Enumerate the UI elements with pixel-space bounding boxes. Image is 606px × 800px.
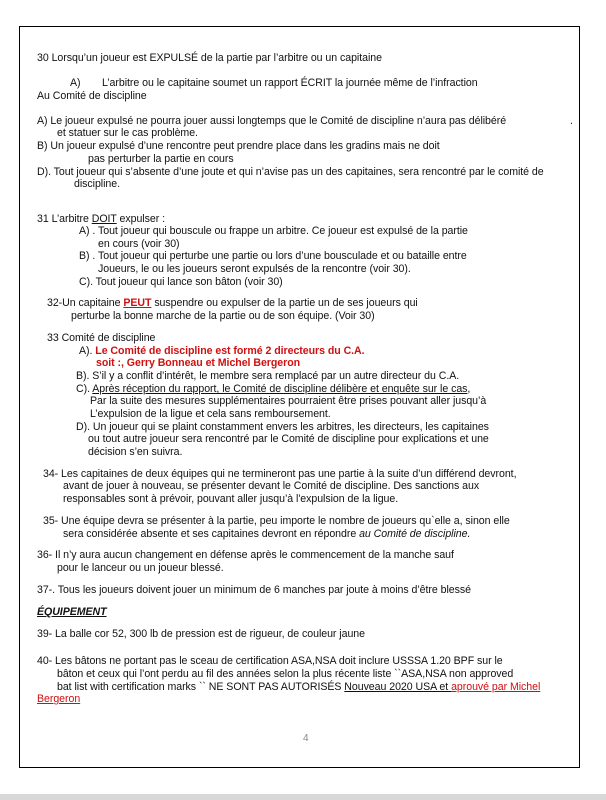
article-33-A-marker: A). [79,345,96,357]
article-40-line3-pre: bat list with certification marks `` NE SONT PAS AUTORISÉS [57,681,345,693]
article-30-A-line1: A) Le joueur expulsé ne pourra jouer aussi longtemps que le Comité de discipline n’aura pas délibéré [37,115,507,127]
article-31-doit: DOIT [91,213,117,225]
article-39: 39- La balle cor 52, 300 lb de pression est de rigueur, de couleur jaune [37,628,365,640]
article-35-line2-pre: sera considérée absente et ses capitaines devront en répondre [63,528,360,540]
article-30-a-marker: A) [70,77,81,89]
article-30-D-line2: discipline. [74,178,120,190]
page-number: 4 [303,733,309,744]
article-33-C-line1 [76,383,470,395]
article-31-title [37,213,165,225]
article-32-post: suspendre ou expulser de la partie un de ses joueurs qui [151,297,418,309]
article-40-line1: 40- Les bâtons ne portant pas le sceau de certification ASA,NSA doit inclure USSSA 1.20 BPF sur le [37,655,503,667]
article-30-a-text: L’arbitre ou le capitaine soumet un rapport ÉCRIT la journée même de l’infraction [102,77,478,89]
article-32-peut: PEUT [123,297,152,309]
article-33-C-marker: C). [76,383,93,395]
article-36-line2: pour le lanceur ou un joueur blessé. [57,562,224,574]
article-30-D-line1: D). Tout joueur qui s’absente d’une joute et qui n’avise pas un des capitaines, sera rencontré par le comité de [37,166,544,178]
article-31-pre: 31 L’arbitre [37,213,92,225]
article-30-A-dot: . [570,115,573,127]
article-40-line3-red: aprouvé par Michel [451,681,541,693]
article-31-post: expulser : [116,213,165,225]
article-40-line3-underlined: Nouveau 2020 USA et [344,681,452,693]
article-33-C-underlined: Après réception du rapport, le Comité de discipline délibère et enquête sur le cas [92,383,468,395]
article-32-pre: 32-Un capitaine [47,297,124,309]
article-34-line3: responsables sont à prévoir, pouvant aller jusqu’à l'expulsion de la ligue. [63,493,399,505]
article-31-A-line1: A) . Tout joueur qui bouscule ou frappe un arbitre. Ce joueur est expulsé de la partie [79,225,468,237]
article-33-D-line2: ou tout autre joueur sera rencontré par le Comité de discipline pour explications et une [88,433,489,445]
article-35-line2 [63,528,470,540]
article-32-line1 [47,297,418,309]
article-36-line1: 36- Il n’y aura aucun changement en défense après le commencement de la manche sauf [37,549,454,561]
article-30-A-line2: et statuer sur le cas problème. [57,127,198,139]
article-33-title: 33 Comité de discipline [47,332,156,344]
article-34-line2: avant de jouer à nouveau, se présenter devant le Comité de discipline. Des sanctions aux [63,480,480,492]
article-33-D-line1: D). Un joueur qui se plaint constamment envers les arbitres, les directeurs, les capitaines [76,421,489,433]
article-37: 37-. Tous les joueurs doivent jouer un minimum de 6 manches par joute à moins d’être blessé [37,584,471,596]
article-30-title: 30 Lorsqu’un joueur est EXPULSÉ de la partie par l’arbitre ou un capitaine [37,52,382,64]
article-31-B-line2: Joueurs, le ou les joueurs seront expulsés de la rencontre (voir 30). [98,263,411,275]
article-33-B: B). S’il y a conflit d’intérêt, le membre sera remplacé par un autre directeur du C.A. [76,370,460,382]
article-31-A-line2: en cours (voir 30) [98,238,180,250]
viewer-bottom-edge [0,794,606,800]
article-33-A-line1 [79,345,365,357]
article-33-C-line2: Par la suite des mesures supplémentaires pourraient être prises pouvant aller jusqu’à [90,395,487,407]
article-32-line2: perturbe la bonne marche de la partie ou de son équipe. (Voir 30) [71,310,375,322]
section-heading-equipement: ÉQUIPEMENT [37,606,107,618]
article-40-line2: bâton et ceux qui l’ont perdu au fil des années selon la plus récente liste ``ASA,NSA non approved [57,668,514,680]
article-33-C-comma: , [467,383,471,395]
article-31-C: C). Tout joueur qui lance son bâton (voir 30) [79,276,283,288]
article-33-D-line3: décision s’en suivra. [88,446,183,458]
article-33-A-red: Le Comité de discipline est formé 2 directeurs du C.A. [95,345,365,357]
article-33-A-line2: soit :, Gerry Bonneau et Michel Bergeron [96,357,301,369]
article-30-B-line2: pas perturber la partie en cours [88,153,234,165]
article-33-C-line3: L’expulsion de la ligue et cela sans remboursement. [90,408,331,420]
article-30-a-continuation: Au Comité de discipline [37,90,147,102]
article-31-B-line1: B) . Tout joueur qui perturbe une partie ou lors d’une bousculade et ou bataille entre [79,250,467,262]
article-40-line3 [57,681,540,693]
article-35-line2-italic: au Comité de discipline. [359,528,471,540]
article-35-line1: 35- Une équipe devra se présenter à la partie, peu importe le nombre de joueurs qu`elle a, sinon elle [43,515,510,527]
article-40-line4: Bergeron [37,693,81,705]
article-30-B-line1: B) Un joueur expulsé d’une rencontre peut prendre place dans les gradins mais ne doit [37,140,440,152]
article-34-line1: 34- Les capitaines de deux équipes qui ne termineront pas une partie à la suite d’un différend devront, [43,468,517,480]
